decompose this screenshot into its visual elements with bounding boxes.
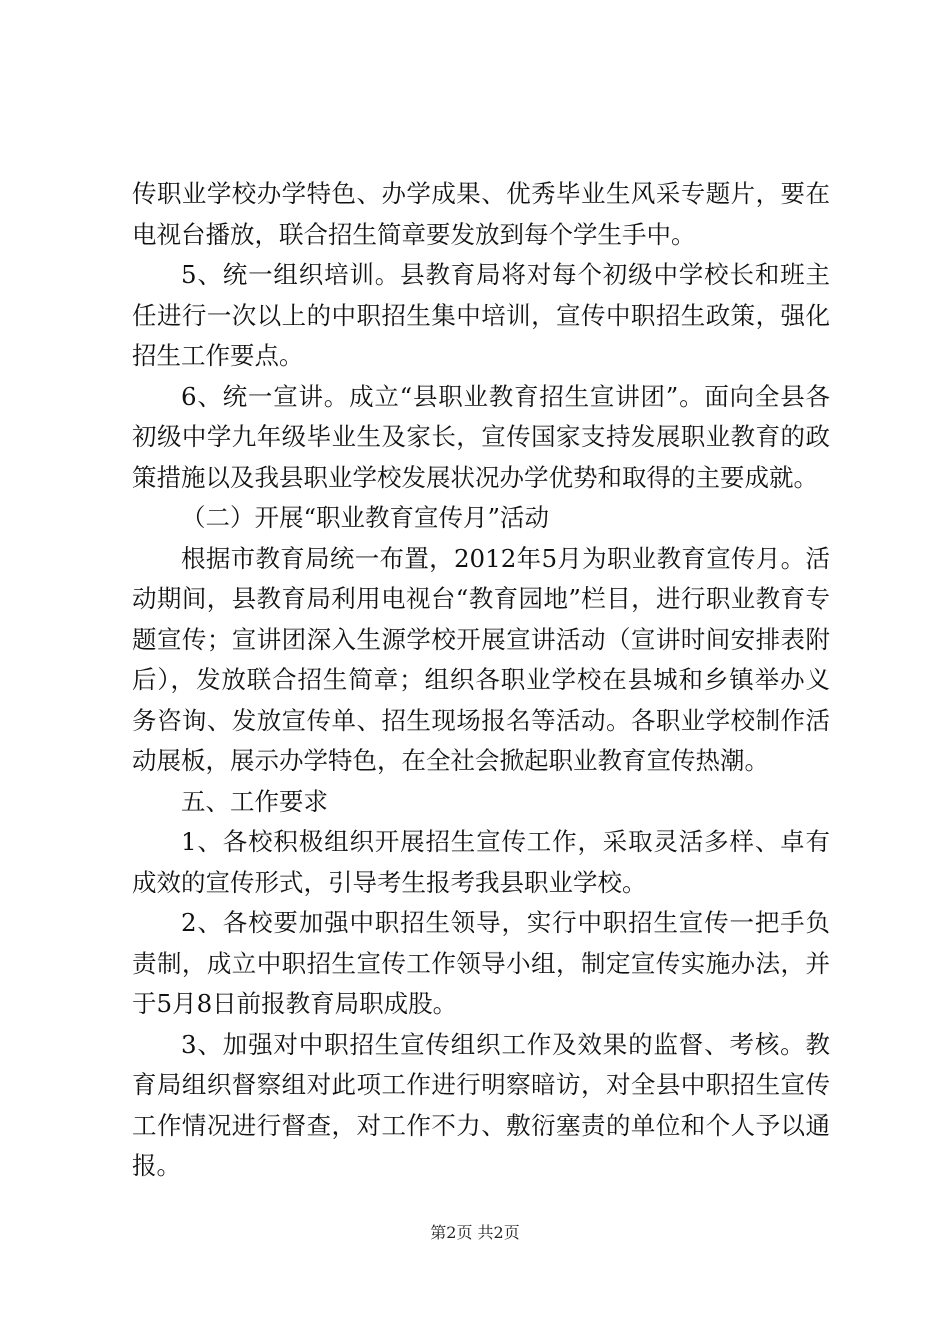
paragraph-item-5: 5、统一组织培训。县教育局将对每个初级中学校长和班主任进行一次以上的中职招生集中培训，宣传中职招生政策，强化招生工作要点。 bbox=[132, 260, 830, 370]
page-footer bbox=[0, 1220, 950, 1243]
paragraph-item-6: 6、统一宣讲。成立“县职业教育招生宣讲团”。面向全县各初级中学九年级毕业生及家长，宣传国家支持发展职业教育的政策措施以及我县职业学校发展状况办学优势和取得的主要成就。 bbox=[132, 381, 830, 492]
paragraph-requirement-2: 2、各校要加强中职招生领导，实行中职招生宣传一把手负责制，成立中职招生宣传工作领导小组，制定宣传实施办法，并于5月8日前报教育局职成股。 bbox=[132, 908, 830, 1018]
document-body bbox=[132, 174, 830, 1187]
paragraph-continuation: 传职业学校办学特色、办学成果、优秀毕业生风采专题片，要在电视台播放，联合招生简章要发放到每个学生手中。 bbox=[132, 179, 830, 249]
paragraph-requirement-3: 3、加强对中职招生宣传组织工作及效果的监督、考核。教育局组织督察组对此项工作进行明察暗访，对全县中职招生宣传工作情况进行督查，对工作不力、敷衍塞责的单位和个人予以通报。 bbox=[132, 1029, 830, 1180]
section-heading-requirements: 五、工作要求 bbox=[181, 786, 328, 816]
paragraph-requirement-1: 1、各校积极组织开展招生宣传工作，采取灵活多样、卓有成效的宣传形式，引导考生报考我县职业学校。 bbox=[132, 827, 830, 897]
paragraph-publicity-month: 根据市教育局统一布置，2012年5月为职业教育宣传月。活动期间，县教育局利用电视台“教育园地”栏目，进行职业教育专题宣传；宣讲团深入生源学校开展宣讲活动（宣讲时间安排表附后），发放联合招生简章；组织各职业学校在县城和乡镇举办义务咨询、发放宣传单、招生现场报名等活动。各职业学校制作活动展板，展示办学特色，在全社会掀起职业教育宣传热潮。 bbox=[132, 543, 830, 775]
section-heading-publicity-month: （二）开展“职业教育宣传月”活动 bbox=[181, 503, 550, 532]
page-number-label: 第2页 共2页 bbox=[430, 1223, 520, 1242]
